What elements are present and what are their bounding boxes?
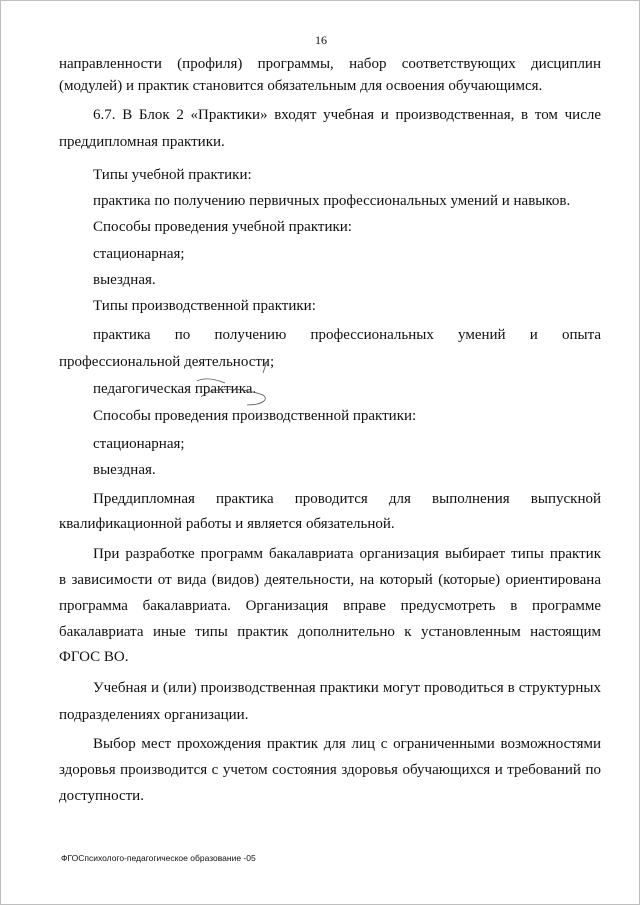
text-line: стационарная; [93, 436, 185, 452]
text-line: практика по получению первичных профессиональных умений и навыков. [93, 193, 571, 209]
text-line: направленности (профиля) программы, набор соответствующих дисциплин [59, 56, 601, 72]
text-line: преддипломная практики. [59, 134, 225, 150]
text-line: При разработке программ бакалавриата организация выбирает типы практик [93, 546, 601, 562]
text-line: Выбор мест прохождения практик для лиц с ограниченными возможностями [93, 736, 601, 752]
text-line: квалификационной работы и является обязательной. [59, 516, 395, 532]
text-line: Типы производственной практики: [93, 298, 316, 314]
text-line: практика по получению профессиональных умений и опыта [93, 327, 601, 343]
text-line: 6.7. В Блок 2 «Практики» входят учебная и производственная, в том числе [93, 107, 601, 123]
text-line: Типы учебной практики: [93, 167, 252, 183]
text-line: выездная. [93, 272, 156, 288]
text-line: Преддипломная практика проводится для выполнения выпускной [93, 491, 601, 507]
text-line: Способы проведения производственной практики: [93, 408, 417, 424]
text-line: педагогическая практика. [93, 381, 257, 397]
text-line: подразделениях организации. [59, 707, 249, 723]
text-line: (модулей) и практик становится обязательным для освоения обучающимся. [59, 78, 543, 94]
text-line: стационарная; [93, 246, 185, 262]
text-line: выездная. [93, 462, 156, 478]
text-line: здоровья производится с учетом состояния здоровья обучающихся и требований по [59, 762, 601, 778]
text-line: ФГОС ВО. [59, 649, 129, 665]
text-line: программа бакалавриата. Организация вправе предусмотреть в программе [59, 598, 601, 614]
text-line: Учебная и (или) производственная практики могут проводиться в структурных [93, 680, 601, 696]
text-line: доступности. [59, 788, 144, 804]
text-line: Способы проведения учебной практики: [93, 219, 352, 235]
footer-text: ФГОСпсихолого-педагогическое образование -05 [61, 853, 256, 863]
text-line: в зависимости от вида (видов) деятельности, на который (которые) ориентирована [59, 572, 601, 588]
page-number: 16 [315, 33, 327, 47]
text-line: бакалавриата иные типы практик дополнительно к установленным настоящим [59, 624, 601, 640]
text-line: профессиональной деятельности; [59, 354, 275, 370]
